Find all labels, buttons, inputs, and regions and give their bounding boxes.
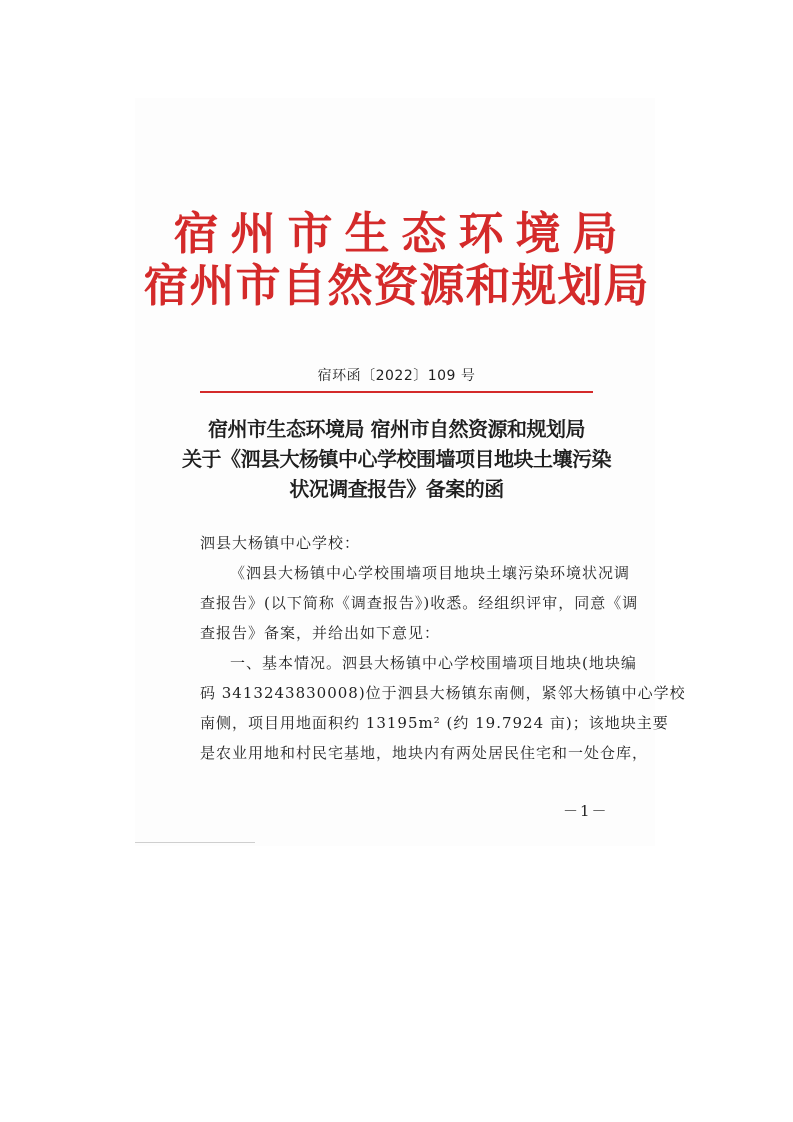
- paragraph-1-line: 查报告》备案，并给出如下意见：: [200, 624, 441, 642]
- paragraph-2-line: 是农业用地和村民宅基地，地块内有两处居民住宅和一处仓库，: [200, 744, 649, 762]
- paragraph-1-line: 查报告》(以下简称《调查报告》)收悉。经组织评审，同意《调: [200, 594, 639, 612]
- title-line-2: 关于《泗县大杨镇中心学校围墙项目地块土壤污染: [182, 447, 611, 471]
- page-number: －1－: [563, 802, 609, 820]
- title-line-3: 状况调查报告》备案的函: [289, 477, 504, 501]
- page-edge: [135, 842, 255, 843]
- document-title: [0, 414, 793, 504]
- paragraph-2-line: 一、基本情况。泗县大杨镇中心学校围墙项目地块(地块编: [230, 654, 637, 672]
- agency-name-resources: 宿州市自然资源和规划局: [143, 259, 650, 312]
- letter-body: [200, 528, 686, 768]
- paragraph-2-line: 码 3413243830008)位于泗县大杨镇东南侧，紧邻大杨镇中心学校: [200, 684, 686, 702]
- paragraph-2-line: 南侧，项目用地面积约 13195m² (约 19.7924 亩)；该地块主要: [200, 714, 669, 732]
- title-line-1: 宿州市生态环境局 宿州市自然资源和规划局: [208, 417, 585, 441]
- salutation: 泗县大杨镇中心学校：: [200, 534, 361, 552]
- agency-name-environment: 宿州市生态环境局: [173, 207, 630, 260]
- header-divider: [200, 391, 593, 393]
- document-number: 宿环函〔2022〕109 号: [317, 368, 476, 384]
- paragraph-1-line: 《泗县大杨镇中心学校围墙项目地块土壤污染环境状况调: [230, 564, 631, 582]
